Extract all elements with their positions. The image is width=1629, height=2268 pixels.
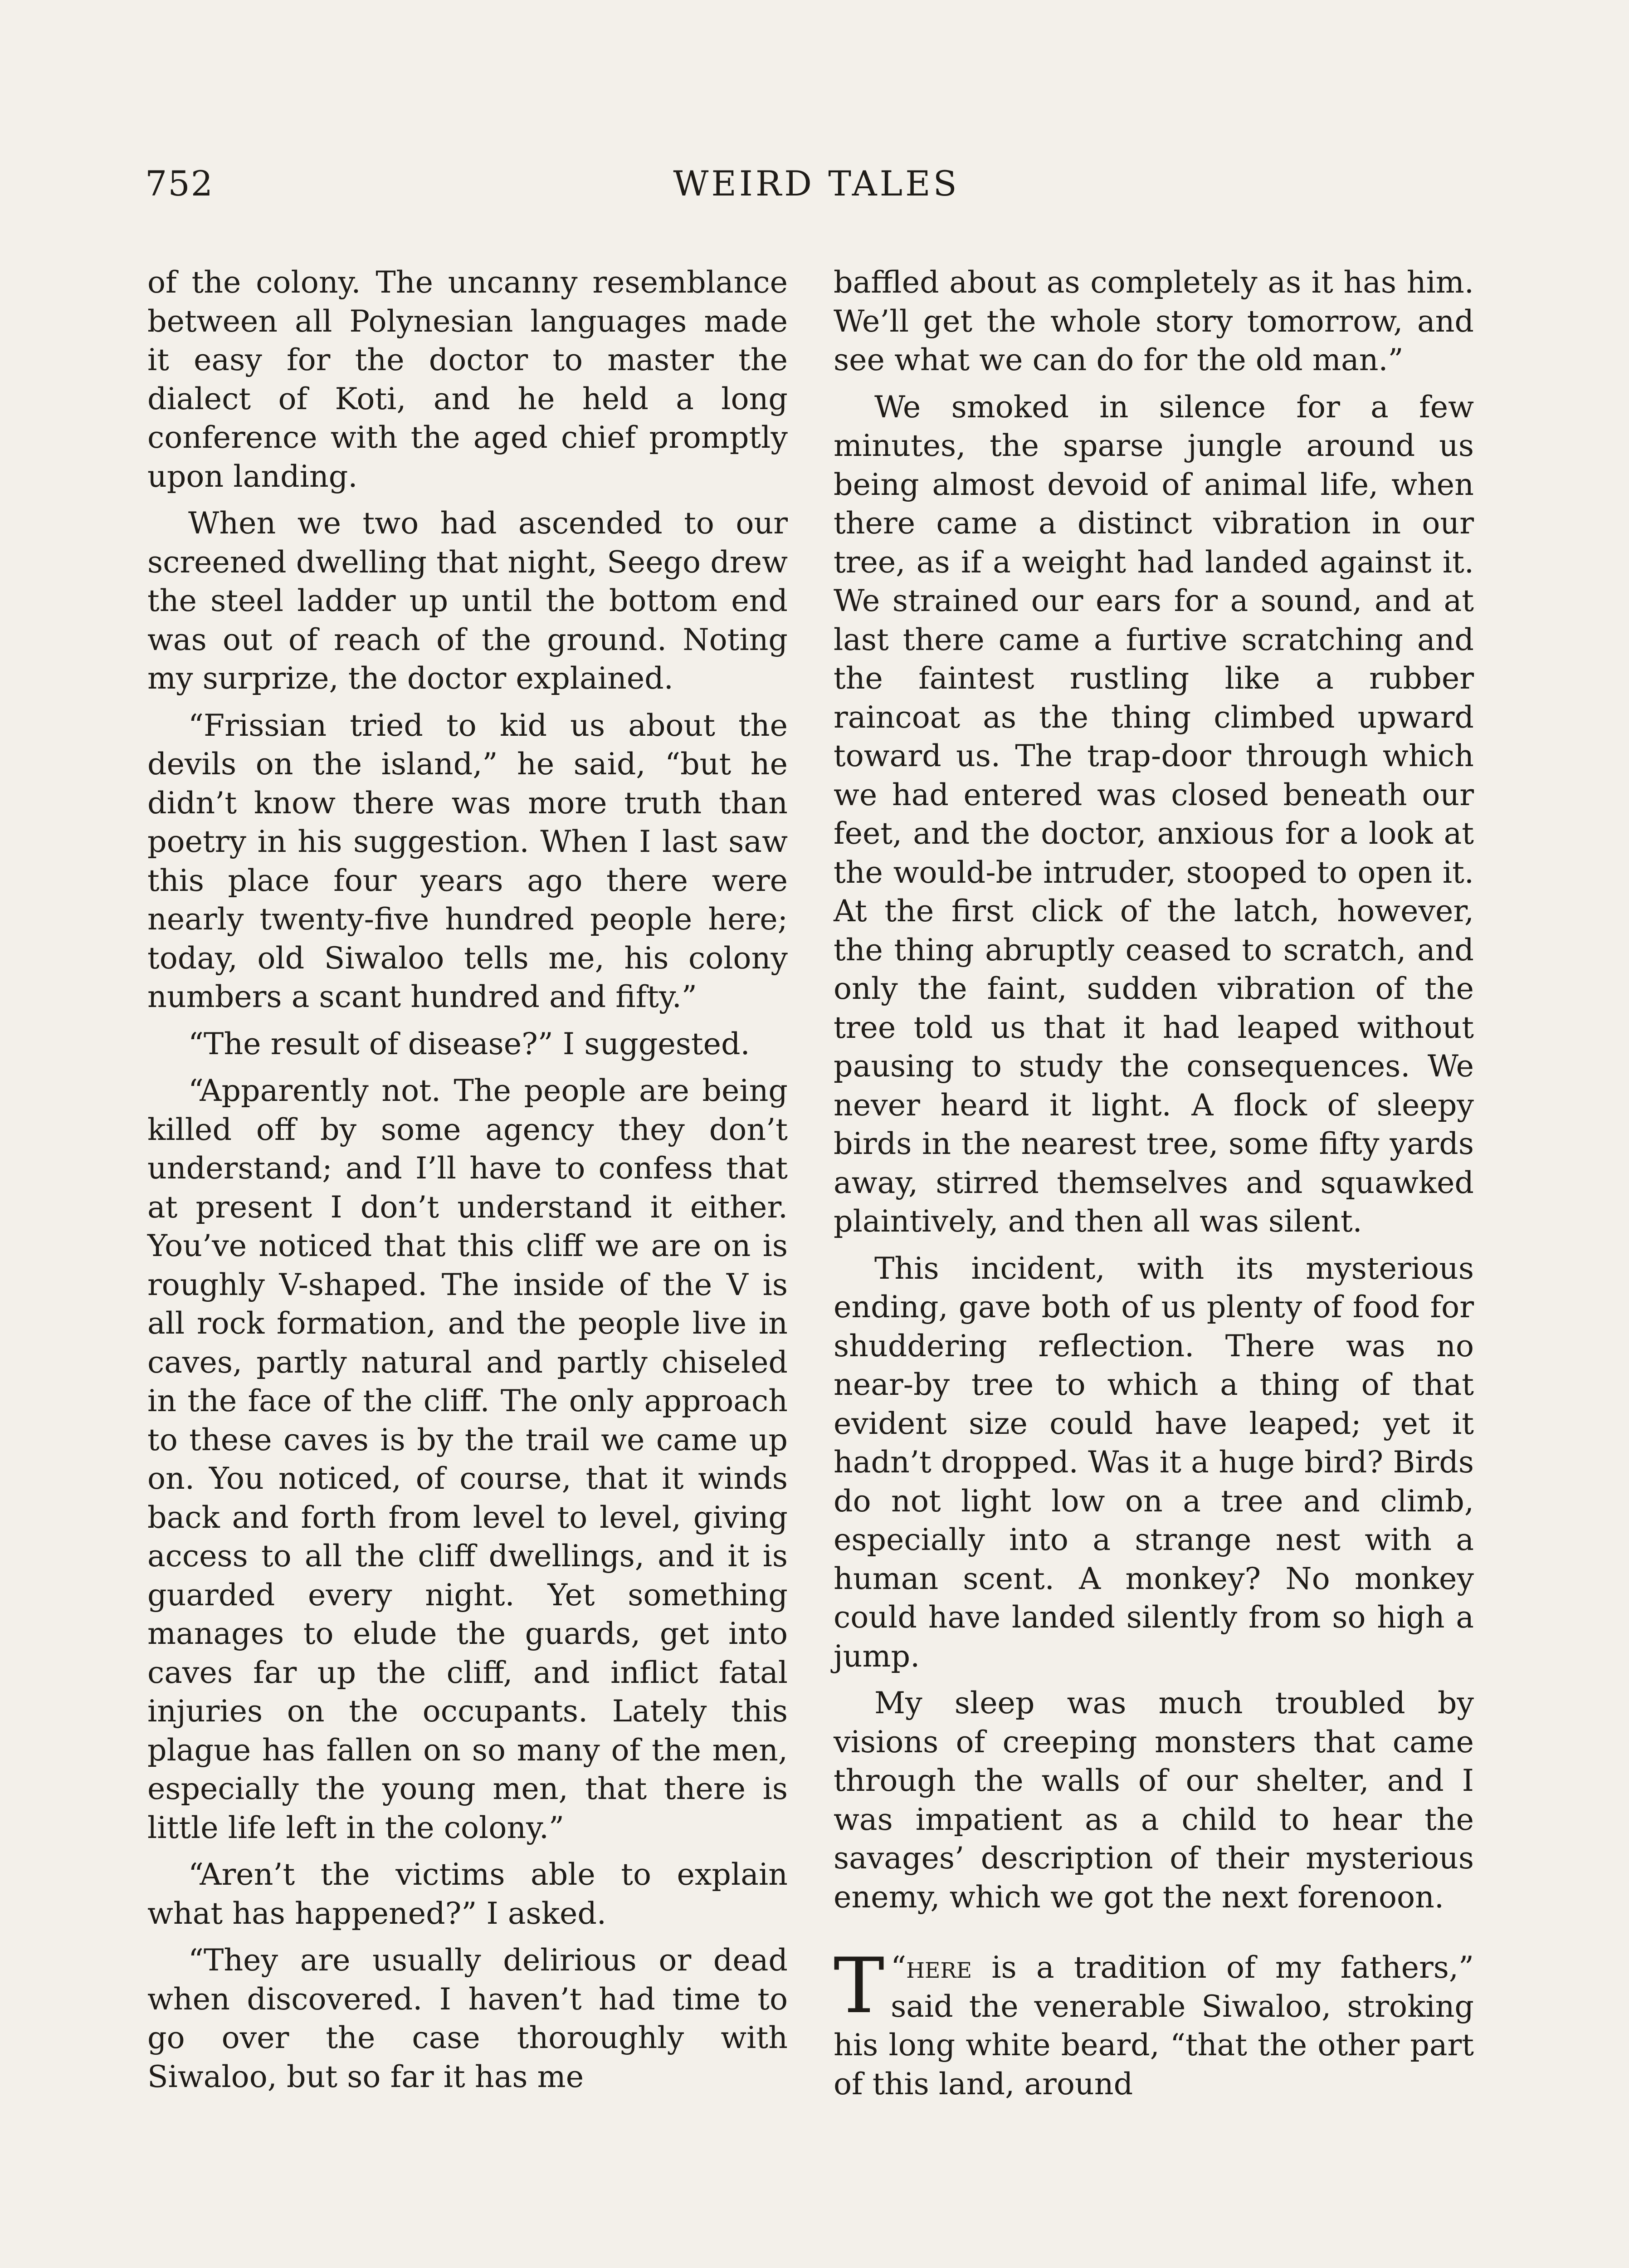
paragraph: We smoked in silence for a few minutes, the sparse jungle around us being almost devoid of animal life, when there came a distinct vibration in our tree, as if a weight had landed against it. We strained our ears for a sound, and at last there came a furtive scratching and the faintest rustling like a rubber raincoat as the thing climbed upward toward us. The trap-door through which we had entered was closed beneath our feet, and the doctor, anxious for a look at the would-be intruder, stooped to open it. At the first click of the latch, however, the thing abruptly ceased to scratch, and only the faint, sudden vibration of the tree told us that it had leaped without pausing to study the consequences. We never heard it light. A flock of sleepy birds in the nearest tree, some fifty yards away, stirred themselves and squawked plaintively, and then all was silent. [834, 389, 1474, 1239]
paragraph: This incident, with its mysterious ending, gave both of us plenty of food for shuddering reflection. There was no near-by tree to which a thing of that evident size could have leaped; yet it hadn’t dropped. Was it a huge bird? Birds do not light low on a tree and climb, especially into a strange nest with a human scent. A monkey? No monkey could have landed silently from so high a jump. [834, 1250, 1474, 1674]
section-opening-paragraph [834, 1941, 1474, 2103]
paragraph: baffled about as completely as it has him. We’ll get the whole story tomorrow, and see what we can do for the old man.” [834, 264, 1474, 377]
paragraph: “Aren’t the victims able to explain what has happened?” I asked. [147, 1857, 788, 1931]
section-opening-text: is a tradition of my fathers,” said the venerable Siwaloo, stroking his long white beard, “that the other part of this land, around [834, 1950, 1474, 2102]
page-header [145, 163, 1488, 222]
paragraph: of the colony. The uncanny resemblance between all Polynesian languages made it easy for the doctor to master the dialect of Koti, and he held a long conference with the aged chief promptly upon landing. [147, 264, 788, 494]
paragraph: “They are usually delirious or dead when discovered. I haven’t had time to go over the case thoroughly with Siwaloo, but so far it has me [147, 1942, 788, 2094]
paragraph: “Frissian tried to kid us about the devils on the island,” he said, “but he didn’t know there was more truth than poetry in his suggestion. When I last saw this place four years ago there were nearly twenty-five hundred people here; today, old Siwaloo tells me, his colony numbers a scant hundred and fifty.” [147, 707, 788, 1014]
drop-cap: T [834, 1941, 885, 2030]
right-column [834, 263, 1474, 2112]
small-caps-lead: here [906, 1950, 972, 1985]
paragraph: When we two had ascended to our screened dwelling that night, Seego drew the steel ladder up until the bottom end was out of reach of the ground. Noting my surprize, the doctor explained. [147, 505, 788, 696]
left-column [147, 263, 788, 2104]
open-quote: “ [891, 1950, 907, 1985]
paragraph: “Apparently not. The people are being killed off by some agency they don’t understand; and I’ll have to confess that at present I don’t understand it either. You’ve noticed that this cliff we are on is roughly V-shaped. The inside of the V is all rock formation, and the people live in caves, partly natural and partly chiseled in the face of the cliff. The only approach to these caves is by the trail we came up on. You noticed, of course, that it winds back and forth from level to level, giving access to all the cliff dwellings, and it is guarded every night. Yet something manages to elude the guards, get into caves far up the cliff, and inflict fatal injuries on the occupants. Lately this plague has fallen on so many of the men, especially the young men, that there is little life left in the colony.” [147, 1073, 788, 1845]
paragraph: “The result of disease?” I suggested. [188, 1026, 750, 1061]
running-head: WEIRD TALES [673, 163, 960, 204]
paragraph: My sleep was much troubled by visions of creeping monsters that came through the walls of our shelter, and I was impatient as a child to hear the savages’ description of their mysterious enemy, which we got the next forenoon. [834, 1685, 1474, 1915]
page-number: 752 [145, 163, 214, 204]
